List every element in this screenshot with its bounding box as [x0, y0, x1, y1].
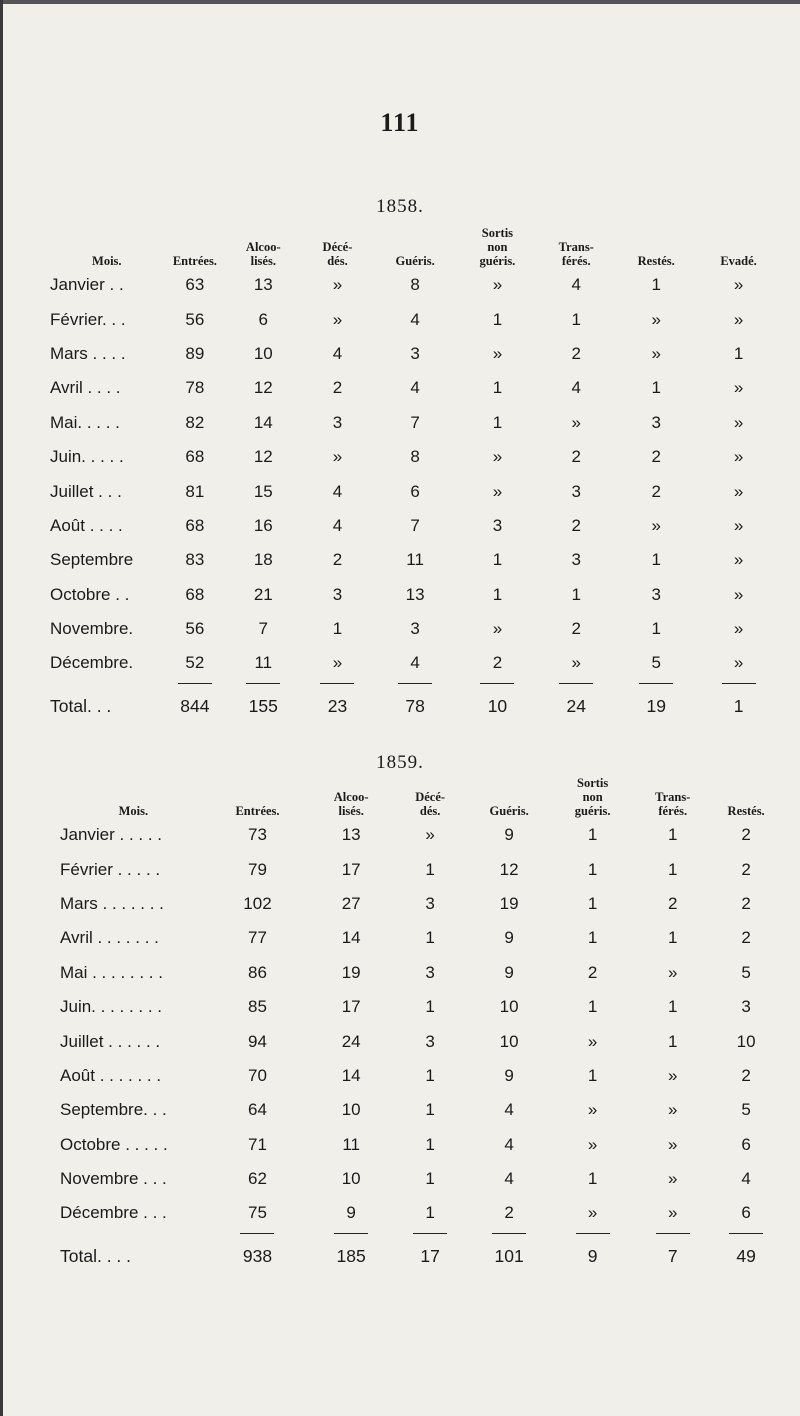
value-cell: 85 — [248, 997, 267, 1017]
value-cell: 2 — [741, 825, 751, 845]
total-rule — [656, 1233, 690, 1234]
value-cell: 82 — [185, 412, 205, 432]
value-cell: 3 — [571, 550, 581, 570]
value-cell: 2 — [741, 859, 751, 879]
value-cell: 12 — [253, 378, 273, 398]
value-cell: 24 — [341, 1031, 361, 1051]
value-cell: 1 — [587, 997, 598, 1017]
column-header: Restés. — [637, 254, 675, 268]
value-cell: » — [733, 412, 744, 432]
value-cell: 9 — [346, 1203, 356, 1223]
value-cell: 9 — [504, 825, 514, 845]
month-cell: Juin. . . . . — [50, 447, 124, 467]
table-1859 — [60, 768, 780, 1277]
value-cell: 10 — [736, 1031, 756, 1051]
value-cell: 81 — [185, 481, 205, 501]
month-cell: Février . . . . . — [60, 859, 161, 879]
total-row — [50, 687, 778, 727]
total-rule — [240, 1233, 274, 1234]
value-cell: 3 — [332, 412, 343, 432]
table-header-row — [50, 218, 778, 268]
table-row — [50, 268, 778, 302]
value-cell: 1 — [587, 928, 598, 948]
value-cell: 19 — [499, 893, 519, 913]
value-cell: 1 — [492, 550, 503, 570]
value-cell: » — [733, 275, 744, 295]
month-cell: Octobre . . — [50, 584, 130, 604]
value-cell: » — [587, 1203, 598, 1223]
value-cell: 14 — [341, 1065, 361, 1085]
column-header: Restés. — [727, 804, 765, 818]
column-header: Entrées. — [172, 254, 217, 268]
value-cell: 1 — [668, 928, 678, 948]
total-value: 10 — [487, 696, 508, 717]
value-cell: 1 — [587, 825, 598, 845]
value-cell: 1 — [651, 619, 661, 639]
value-cell: » — [425, 825, 435, 845]
table-row — [60, 1196, 780, 1230]
total-rule — [320, 683, 354, 684]
table-row — [60, 1093, 780, 1127]
total-value: 19 — [646, 696, 666, 717]
total-rule — [492, 1233, 526, 1234]
value-cell: 6 — [258, 309, 269, 329]
value-cell: » — [668, 1169, 678, 1189]
month-cell: Juillet . . . — [50, 481, 122, 501]
total-rule — [413, 1233, 447, 1234]
column-header: Guéris. — [489, 804, 529, 818]
month-cell: Décembre. — [50, 653, 134, 673]
value-cell: 4 — [504, 1100, 514, 1120]
month-cell: Mars . . . . . . . — [60, 893, 164, 913]
value-cell: » — [733, 309, 744, 329]
value-cell: 4 — [332, 515, 343, 535]
value-cell: 3 — [571, 481, 581, 501]
value-cell: 1 — [425, 1065, 435, 1085]
column-header: Entrées. — [235, 804, 280, 818]
value-cell: » — [733, 653, 744, 673]
value-cell: 1 — [425, 1100, 435, 1120]
value-cell: » — [571, 412, 581, 432]
total-value: 155 — [248, 696, 278, 717]
value-cell: 102 — [243, 893, 272, 913]
column-header: Guéris. — [395, 254, 435, 268]
value-cell: » — [571, 653, 581, 673]
total-value: 78 — [405, 696, 425, 717]
value-cell: 11 — [406, 550, 424, 570]
total-value: 938 — [242, 1246, 273, 1267]
value-cell: 4 — [410, 309, 420, 329]
value-cell: 1 — [425, 1169, 435, 1189]
value-cell: 1 — [668, 859, 678, 879]
value-cell: » — [733, 447, 744, 467]
value-cell: 2 — [504, 1203, 514, 1223]
value-cell: » — [492, 343, 503, 363]
value-cell: 1 — [587, 893, 598, 913]
table-row — [60, 1059, 780, 1093]
value-cell: 64 — [248, 1100, 267, 1120]
value-cell: 78 — [185, 378, 205, 398]
table-row — [60, 990, 780, 1024]
value-cell: » — [587, 1100, 598, 1120]
column-header: Sortis non guéris. — [479, 226, 516, 268]
value-cell: 4 — [741, 1169, 751, 1189]
value-cell: 1 — [668, 825, 678, 845]
value-cell: 2 — [651, 447, 661, 467]
value-cell: 15 — [253, 481, 273, 501]
value-cell: 2 — [571, 447, 581, 467]
value-cell: » — [492, 481, 503, 501]
total-rule — [559, 683, 593, 684]
table-row — [50, 612, 778, 646]
value-cell: 68 — [185, 515, 205, 535]
value-cell: 7 — [410, 515, 420, 535]
total-value: 23 — [327, 696, 348, 717]
value-cell: 1 — [332, 619, 343, 639]
total-rule — [398, 683, 432, 684]
table-row — [60, 852, 780, 886]
value-cell: 3 — [410, 343, 420, 363]
month-cell: Août . . . . . . . — [60, 1065, 162, 1085]
value-cell: 70 — [248, 1065, 267, 1085]
value-cell: » — [332, 653, 343, 673]
value-cell: 1 — [492, 378, 503, 398]
month-cell: Février. . . — [50, 309, 126, 329]
value-cell: 1 — [651, 275, 661, 295]
value-cell: » — [492, 447, 503, 467]
value-cell: 3 — [651, 412, 661, 432]
value-cell: 1 — [425, 928, 435, 948]
column-header: Alcoo- lisés. — [245, 240, 281, 268]
table-header-row — [60, 768, 780, 818]
table-row — [50, 509, 778, 543]
value-cell: 4 — [571, 275, 581, 295]
value-cell: 14 — [341, 928, 361, 948]
value-cell: 5 — [651, 653, 661, 673]
total-rule — [729, 1233, 763, 1234]
value-cell: 6 — [741, 1134, 751, 1154]
table-row — [60, 1128, 780, 1162]
month-cell: Septembre. . . — [60, 1100, 167, 1120]
column-header: Alcoo- lisés. — [333, 790, 369, 818]
value-cell: 17 — [341, 859, 361, 879]
value-cell: 2 — [587, 962, 598, 982]
value-cell: 2 — [668, 893, 678, 913]
value-cell: 2 — [651, 481, 661, 501]
value-cell: 11 — [342, 1134, 360, 1154]
column-header: Décé- dés. — [415, 790, 446, 818]
value-cell: 19 — [341, 962, 361, 982]
value-cell: 79 — [248, 859, 267, 879]
table-row — [60, 1162, 780, 1196]
value-cell: 4 — [410, 653, 420, 673]
value-cell: 27 — [341, 893, 361, 913]
table-row — [50, 578, 778, 612]
total-label: Total. . . — [50, 696, 112, 717]
value-cell: 1 — [425, 997, 435, 1017]
value-cell: » — [587, 1134, 598, 1154]
value-cell: 1 — [587, 1065, 598, 1085]
value-cell: 1 — [651, 378, 661, 398]
total-value: 1 — [733, 696, 744, 717]
value-cell: » — [668, 1134, 678, 1154]
value-cell: 2 — [741, 893, 751, 913]
value-cell: 63 — [185, 275, 205, 295]
value-cell: 3 — [492, 515, 503, 535]
value-cell: 13 — [405, 584, 425, 604]
table-row — [50, 474, 778, 508]
total-rule — [246, 683, 280, 684]
value-cell: 68 — [185, 447, 205, 467]
total-label: Total. . . . — [60, 1246, 131, 1267]
value-cell: 3 — [651, 584, 661, 604]
value-cell: 1 — [492, 584, 503, 604]
value-cell: 9 — [504, 962, 514, 982]
value-cell: » — [733, 378, 744, 398]
value-cell: » — [733, 481, 744, 501]
value-cell: » — [733, 515, 744, 535]
value-cell: 17 — [341, 997, 361, 1017]
value-cell: » — [492, 275, 503, 295]
value-cell: 6 — [741, 1203, 751, 1223]
value-cell: 10 — [499, 997, 519, 1017]
value-cell: 4 — [332, 481, 343, 501]
value-cell: 2 — [571, 619, 581, 639]
value-cell: 2 — [492, 653, 503, 673]
top-edge-line — [0, 0, 800, 4]
value-cell: » — [733, 584, 744, 604]
total-rule — [722, 683, 756, 684]
month-cell: Décembre . . . — [60, 1203, 167, 1223]
month-cell: Août . . . . — [50, 515, 123, 535]
value-cell: 7 — [410, 412, 420, 432]
value-cell: 18 — [253, 550, 273, 570]
table-row — [50, 646, 778, 680]
month-cell: Avril . . . . . . . — [60, 928, 159, 948]
value-cell: 68 — [185, 584, 205, 604]
month-cell: Janvier . . — [50, 275, 124, 295]
value-cell: 56 — [185, 309, 205, 329]
value-cell: 89 — [185, 343, 205, 363]
total-value: 17 — [420, 1246, 440, 1267]
value-cell: 4 — [410, 378, 420, 398]
total-rule — [639, 683, 673, 684]
value-cell: 1 — [425, 1134, 435, 1154]
month-cell: Septembre — [50, 550, 134, 570]
month-cell: Mars . . . . — [50, 343, 126, 363]
month-cell: Novembre. — [50, 619, 134, 639]
value-cell: » — [733, 619, 744, 639]
total-rule — [576, 1233, 610, 1234]
value-cell: 2 — [741, 928, 751, 948]
value-cell: 10 — [341, 1100, 361, 1120]
table-row — [50, 440, 778, 474]
value-cell: » — [332, 309, 343, 329]
value-cell: 5 — [741, 1100, 751, 1120]
year-heading-1858: 1858. — [376, 196, 424, 217]
value-cell: 1 — [668, 1031, 678, 1051]
month-cell: Juin. . . . . . . . — [60, 997, 163, 1017]
value-cell: » — [733, 550, 744, 570]
value-cell: 8 — [410, 447, 420, 467]
value-cell: 56 — [185, 619, 205, 639]
value-cell: 2 — [332, 378, 343, 398]
total-value: 844 — [180, 696, 210, 717]
value-cell: 4 — [571, 378, 581, 398]
value-cell: 3 — [410, 619, 420, 639]
table-row — [60, 1024, 780, 1058]
value-cell: 86 — [248, 962, 267, 982]
value-cell: 52 — [185, 653, 205, 673]
value-cell: 12 — [499, 859, 519, 879]
value-cell: 1 — [492, 412, 503, 432]
table-row — [50, 302, 778, 336]
value-cell: 3 — [741, 997, 751, 1017]
value-cell: » — [668, 1100, 678, 1120]
value-cell: 13 — [253, 275, 273, 295]
value-cell: 75 — [248, 1203, 267, 1223]
value-cell: 21 — [253, 584, 273, 604]
value-cell: 2 — [741, 1065, 751, 1085]
month-cell: Octobre . . . . . — [60, 1134, 168, 1154]
value-cell: 1 — [571, 309, 581, 329]
value-cell: 9 — [504, 1065, 514, 1085]
table-row — [50, 371, 778, 405]
month-cell: Avril . . . . — [50, 378, 121, 398]
column-header: Mois. — [118, 804, 149, 818]
value-cell: 83 — [185, 550, 205, 570]
table-row — [50, 406, 778, 440]
value-cell: 3 — [425, 962, 435, 982]
table-row — [60, 818, 780, 852]
value-cell: 1 — [587, 859, 598, 879]
value-cell: » — [668, 1203, 678, 1223]
value-cell: 4 — [504, 1134, 514, 1154]
table-row — [60, 921, 780, 955]
month-cell: Juillet . . . . . . — [60, 1031, 161, 1051]
column-header: Evadé. — [720, 254, 757, 268]
value-cell: 9 — [504, 928, 514, 948]
value-cell: » — [332, 275, 343, 295]
value-cell: » — [651, 515, 661, 535]
value-cell: » — [651, 343, 661, 363]
month-cell: Janvier . . . . . — [60, 825, 163, 845]
value-cell: 10 — [499, 1031, 519, 1051]
value-cell: 6 — [410, 481, 420, 501]
value-cell: 71 — [248, 1134, 267, 1154]
value-cell: 8 — [410, 275, 420, 295]
value-cell: 3 — [332, 584, 343, 604]
value-cell: 7 — [258, 619, 269, 639]
total-value: 185 — [336, 1246, 366, 1267]
value-cell: 1 — [668, 997, 678, 1017]
year-heading-1859: 1859. — [376, 752, 424, 773]
total-value: 24 — [566, 696, 586, 717]
month-cell: Mai . . . . . . . . — [60, 962, 163, 982]
value-cell: 5 — [741, 962, 751, 982]
table-row — [60, 956, 780, 990]
table-row — [50, 337, 778, 371]
value-cell: 1 — [733, 343, 744, 363]
value-cell: 2 — [332, 550, 343, 570]
value-cell: 4 — [504, 1169, 514, 1189]
page-number: 111 — [380, 108, 420, 137]
column-header: Trans- férés. — [558, 240, 594, 268]
value-cell: 1 — [587, 1169, 598, 1189]
value-cell: 62 — [248, 1169, 267, 1189]
value-cell: 14 — [253, 412, 273, 432]
total-row — [60, 1237, 780, 1277]
column-header: Sortis non guéris. — [574, 776, 611, 818]
total-rule — [480, 683, 514, 684]
table-row — [60, 887, 780, 921]
value-cell: » — [587, 1031, 598, 1051]
value-cell: 94 — [248, 1031, 267, 1051]
value-cell: 2 — [571, 343, 581, 363]
value-cell: » — [668, 1065, 678, 1085]
value-cell: 10 — [253, 343, 273, 363]
month-cell: Mai. . . . . — [50, 412, 120, 432]
total-value: 49 — [736, 1246, 756, 1267]
column-header: Trans- férés. — [655, 790, 691, 818]
value-cell: » — [332, 447, 343, 467]
column-header: Mois. — [92, 254, 122, 268]
value-cell: 13 — [341, 825, 361, 845]
value-cell: 16 — [253, 515, 273, 535]
value-cell: 77 — [248, 928, 267, 948]
value-cell: 3 — [425, 893, 435, 913]
month-cell: Novembre . . . — [60, 1169, 167, 1189]
value-cell: 73 — [248, 825, 267, 845]
value-cell: 4 — [332, 343, 343, 363]
value-cell: » — [651, 309, 661, 329]
value-cell: 10 — [341, 1169, 361, 1189]
value-cell: 1 — [425, 1203, 435, 1223]
value-cell: 12 — [253, 447, 273, 467]
table-row — [50, 543, 778, 577]
value-cell: » — [492, 619, 503, 639]
value-cell: 1 — [492, 309, 503, 329]
value-cell: 11 — [254, 653, 273, 673]
total-value: 9 — [587, 1246, 598, 1267]
total-rule — [334, 1233, 368, 1234]
column-header: Décé- dés. — [322, 240, 353, 268]
total-value: 101 — [494, 1246, 524, 1267]
value-cell: 2 — [571, 515, 581, 535]
total-rule — [178, 683, 212, 684]
value-cell: 1 — [425, 859, 435, 879]
value-cell: 3 — [425, 1031, 435, 1051]
value-cell: 1 — [651, 550, 661, 570]
value-cell: » — [668, 962, 678, 982]
table-1858 — [50, 218, 778, 727]
total-value: 7 — [667, 1246, 678, 1267]
value-cell: 1 — [571, 584, 581, 604]
